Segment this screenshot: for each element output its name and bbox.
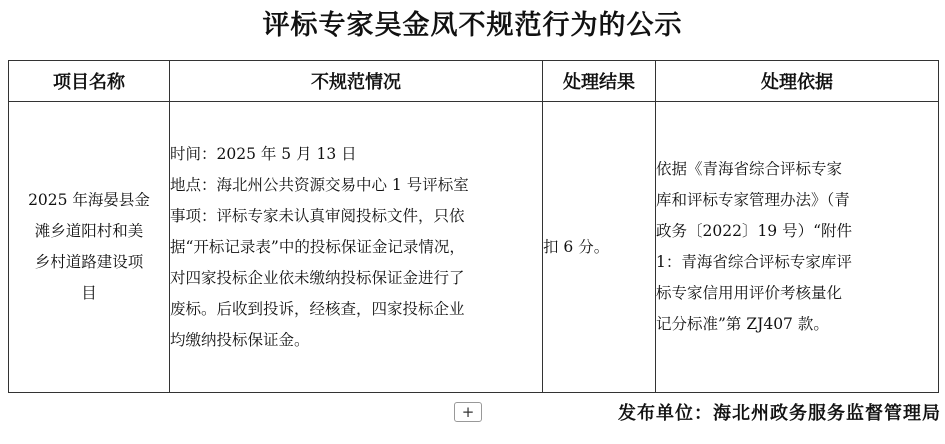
publisher-line: 发布单位：海北州政务服务监督管理局 [618, 403, 941, 424]
notice-table [8, 60, 939, 393]
project-name-line: 2025 年海晏县金 [28, 191, 150, 209]
table-row [9, 102, 939, 393]
basis-line: 标专家信用用评价考核量化 [656, 284, 843, 302]
header-result: 处理结果 [543, 61, 656, 102]
table-header-row [9, 61, 939, 102]
basis-line: 记分标准”第 ZJ407 款。 [656, 315, 829, 333]
basis-line: 依据《青海省综合评标专家 [656, 160, 843, 178]
header-project-name: 项目名称 [9, 61, 170, 102]
basis-line: 政务〔2022〕19 号）“附件 [656, 222, 853, 240]
detail-matter-line: 事项：评标专家未认真审阅投标文件，只依 [170, 206, 465, 225]
detail-matter-line: 废标。后收到投诉，经核查，四家投标企业 [170, 299, 465, 318]
project-name-cell [9, 102, 170, 393]
header-basis: 处理依据 [656, 61, 939, 102]
basis-line: 1：青海省综合评标专家库评 [656, 253, 852, 271]
detail-time: 时间：2025 年 5 月 13 日 [170, 144, 357, 163]
detail-matter-line: 据“开标记录表”中的投标保证金记录情况， [170, 237, 465, 256]
notice-title: 评标专家吴金凤不规范行为的公示 [262, 10, 683, 41]
detail-matter-line: 对四家投标企业依未缴纳投标保证金进行了 [170, 268, 465, 287]
header-irregularity: 不规范情况 [170, 61, 543, 102]
basis-line: 库和评标专家管理办法》（青 [656, 191, 850, 209]
project-name-line: 滩乡道阳村和美 [34, 222, 144, 240]
project-name-line: 目 [81, 284, 97, 302]
result-cell: 扣 6 分。 [543, 102, 656, 393]
irregularity-cell [170, 102, 543, 393]
project-name-line: 乡村道路建设项 [34, 253, 144, 271]
detail-matter-line: 均缴纳投标保证金。 [170, 330, 310, 349]
expand-button[interactable]: + [454, 402, 482, 422]
basis-cell [656, 102, 939, 393]
detail-location: 地点：海北州公共资源交易中心 1 号评标室 [170, 175, 469, 194]
